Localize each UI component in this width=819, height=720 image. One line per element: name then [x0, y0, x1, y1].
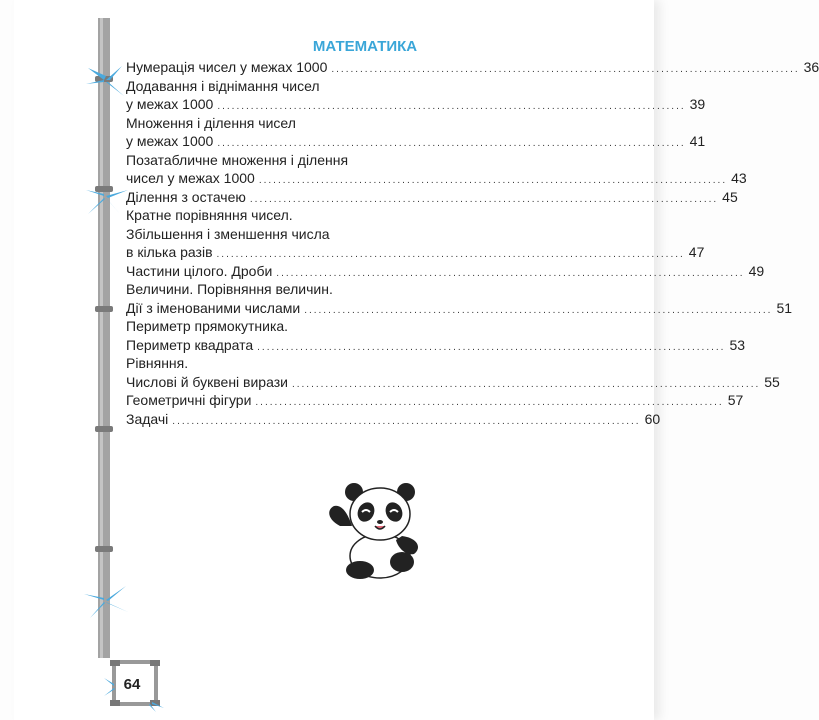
toc-entry[interactable] — [126, 114, 706, 151]
dot-leader: .................................................................................................. — [304, 304, 773, 316]
toc-line — [126, 391, 744, 410]
toc-line — [126, 262, 765, 281]
dot-leader: .................................................................................................. — [249, 193, 719, 205]
toc-page-number: 57 — [727, 392, 744, 408]
toc-line — [126, 243, 705, 262]
dot-leader: .................................................................................................. — [258, 175, 728, 186]
toc-entry-title: чисел у межах 1000 — [126, 170, 255, 186]
toc-page-number: 49 — [748, 262, 765, 279]
toc-page-number: 47 — [688, 244, 705, 260]
page-number: 64 — [123, 676, 141, 693]
toc-line — [126, 132, 706, 151]
toc-page-number: 39 — [689, 96, 706, 112]
toc-entry[interactable] — [126, 354, 780, 391]
toc-line — [126, 188, 738, 207]
toc-line — [126, 225, 604, 244]
toc-entry-title: Периметр прямокутника. — [126, 318, 289, 334]
toc-entry-title: Числові й буквені вирази — [126, 373, 288, 390]
toc-entry-title: Кратне порівняння чисел. — [126, 207, 293, 223]
toc-line — [126, 58, 819, 77]
toc-entry[interactable] — [126, 262, 765, 281]
toc-entry-title: Нумерація чисел у межах 1000 — [126, 59, 328, 75]
toc-entry-title: Периметр квадрата — [126, 336, 254, 353]
dot-leader: .................................................................................................. — [217, 138, 686, 149]
toc-page-number: 43 — [731, 170, 747, 186]
toc-entry-title: у межах 1000 — [126, 133, 214, 149]
toc-page-number: 41 — [689, 133, 706, 149]
toc-line — [126, 95, 706, 114]
toc-entry[interactable] — [126, 391, 744, 410]
toc-entry-title: Збільшення і зменшення числа — [126, 225, 330, 242]
toc-entry[interactable] — [126, 58, 819, 77]
toc-entry-title: Позатабличне множення і ділення — [126, 151, 349, 168]
dot-leader: .................................................................................................. — [291, 378, 761, 390]
dot-leader: .................................................................................................. — [255, 397, 724, 408]
dot-leader: .................................................................................................. — [216, 249, 685, 260]
toc-entry[interactable] — [126, 188, 738, 207]
toc-entry[interactable] — [126, 77, 706, 114]
toc-entry-title: в кілька разів — [126, 244, 213, 260]
toc-line — [126, 169, 747, 188]
toc-entry-title: Величини. Порівняння величин. — [126, 281, 333, 297]
toc-entry-title: Множення і ділення чисел — [126, 114, 296, 131]
toc-line — [126, 299, 793, 318]
toc-entry-title: Задачі — [126, 410, 169, 427]
toc-entry-title: Рівняння. — [126, 355, 189, 371]
toc-line — [126, 410, 661, 429]
toc-line — [126, 373, 780, 392]
section-title: МАТЕМАТИКА — [312, 38, 418, 55]
dot-leader: .................................................................................................. — [331, 64, 800, 75]
toc-page-number: 45 — [722, 188, 738, 205]
toc-page-number: 51 — [776, 299, 793, 316]
toc-entry-title: Дії з іменованими числами — [126, 299, 301, 316]
toc-entry[interactable] — [126, 317, 746, 354]
toc-entry-title: Частини цілого. Дроби — [126, 262, 273, 279]
toc-entry-title: Геометричні фігури — [126, 392, 252, 408]
toc-entry[interactable] — [126, 206, 705, 262]
dot-leader: .................................................................................................. — [257, 341, 726, 353]
toc-page-number: 36 — [803, 59, 819, 75]
dot-leader: .................................................................................................. — [172, 415, 641, 427]
toc-entry[interactable] — [126, 280, 793, 317]
toc-entry[interactable] — [126, 151, 747, 188]
toc-page-number: 60 — [644, 410, 661, 427]
dot-leader: .................................................................................................. — [217, 101, 686, 112]
toc-entry-title: у межах 1000 — [126, 96, 214, 112]
toc-entry-title: Додавання і віднімання чисел — [126, 77, 320, 94]
panda-illustration — [322, 480, 430, 582]
dot-leader: .................................................................................................. — [276, 267, 745, 279]
toc-entry-title: Ділення з остачею — [126, 188, 246, 205]
toc-line — [126, 336, 746, 355]
toc-entry[interactable] — [126, 410, 661, 429]
toc-page-number: 55 — [764, 373, 780, 390]
toc-page-number: 53 — [729, 336, 746, 353]
table-of-contents — [126, 58, 819, 428]
